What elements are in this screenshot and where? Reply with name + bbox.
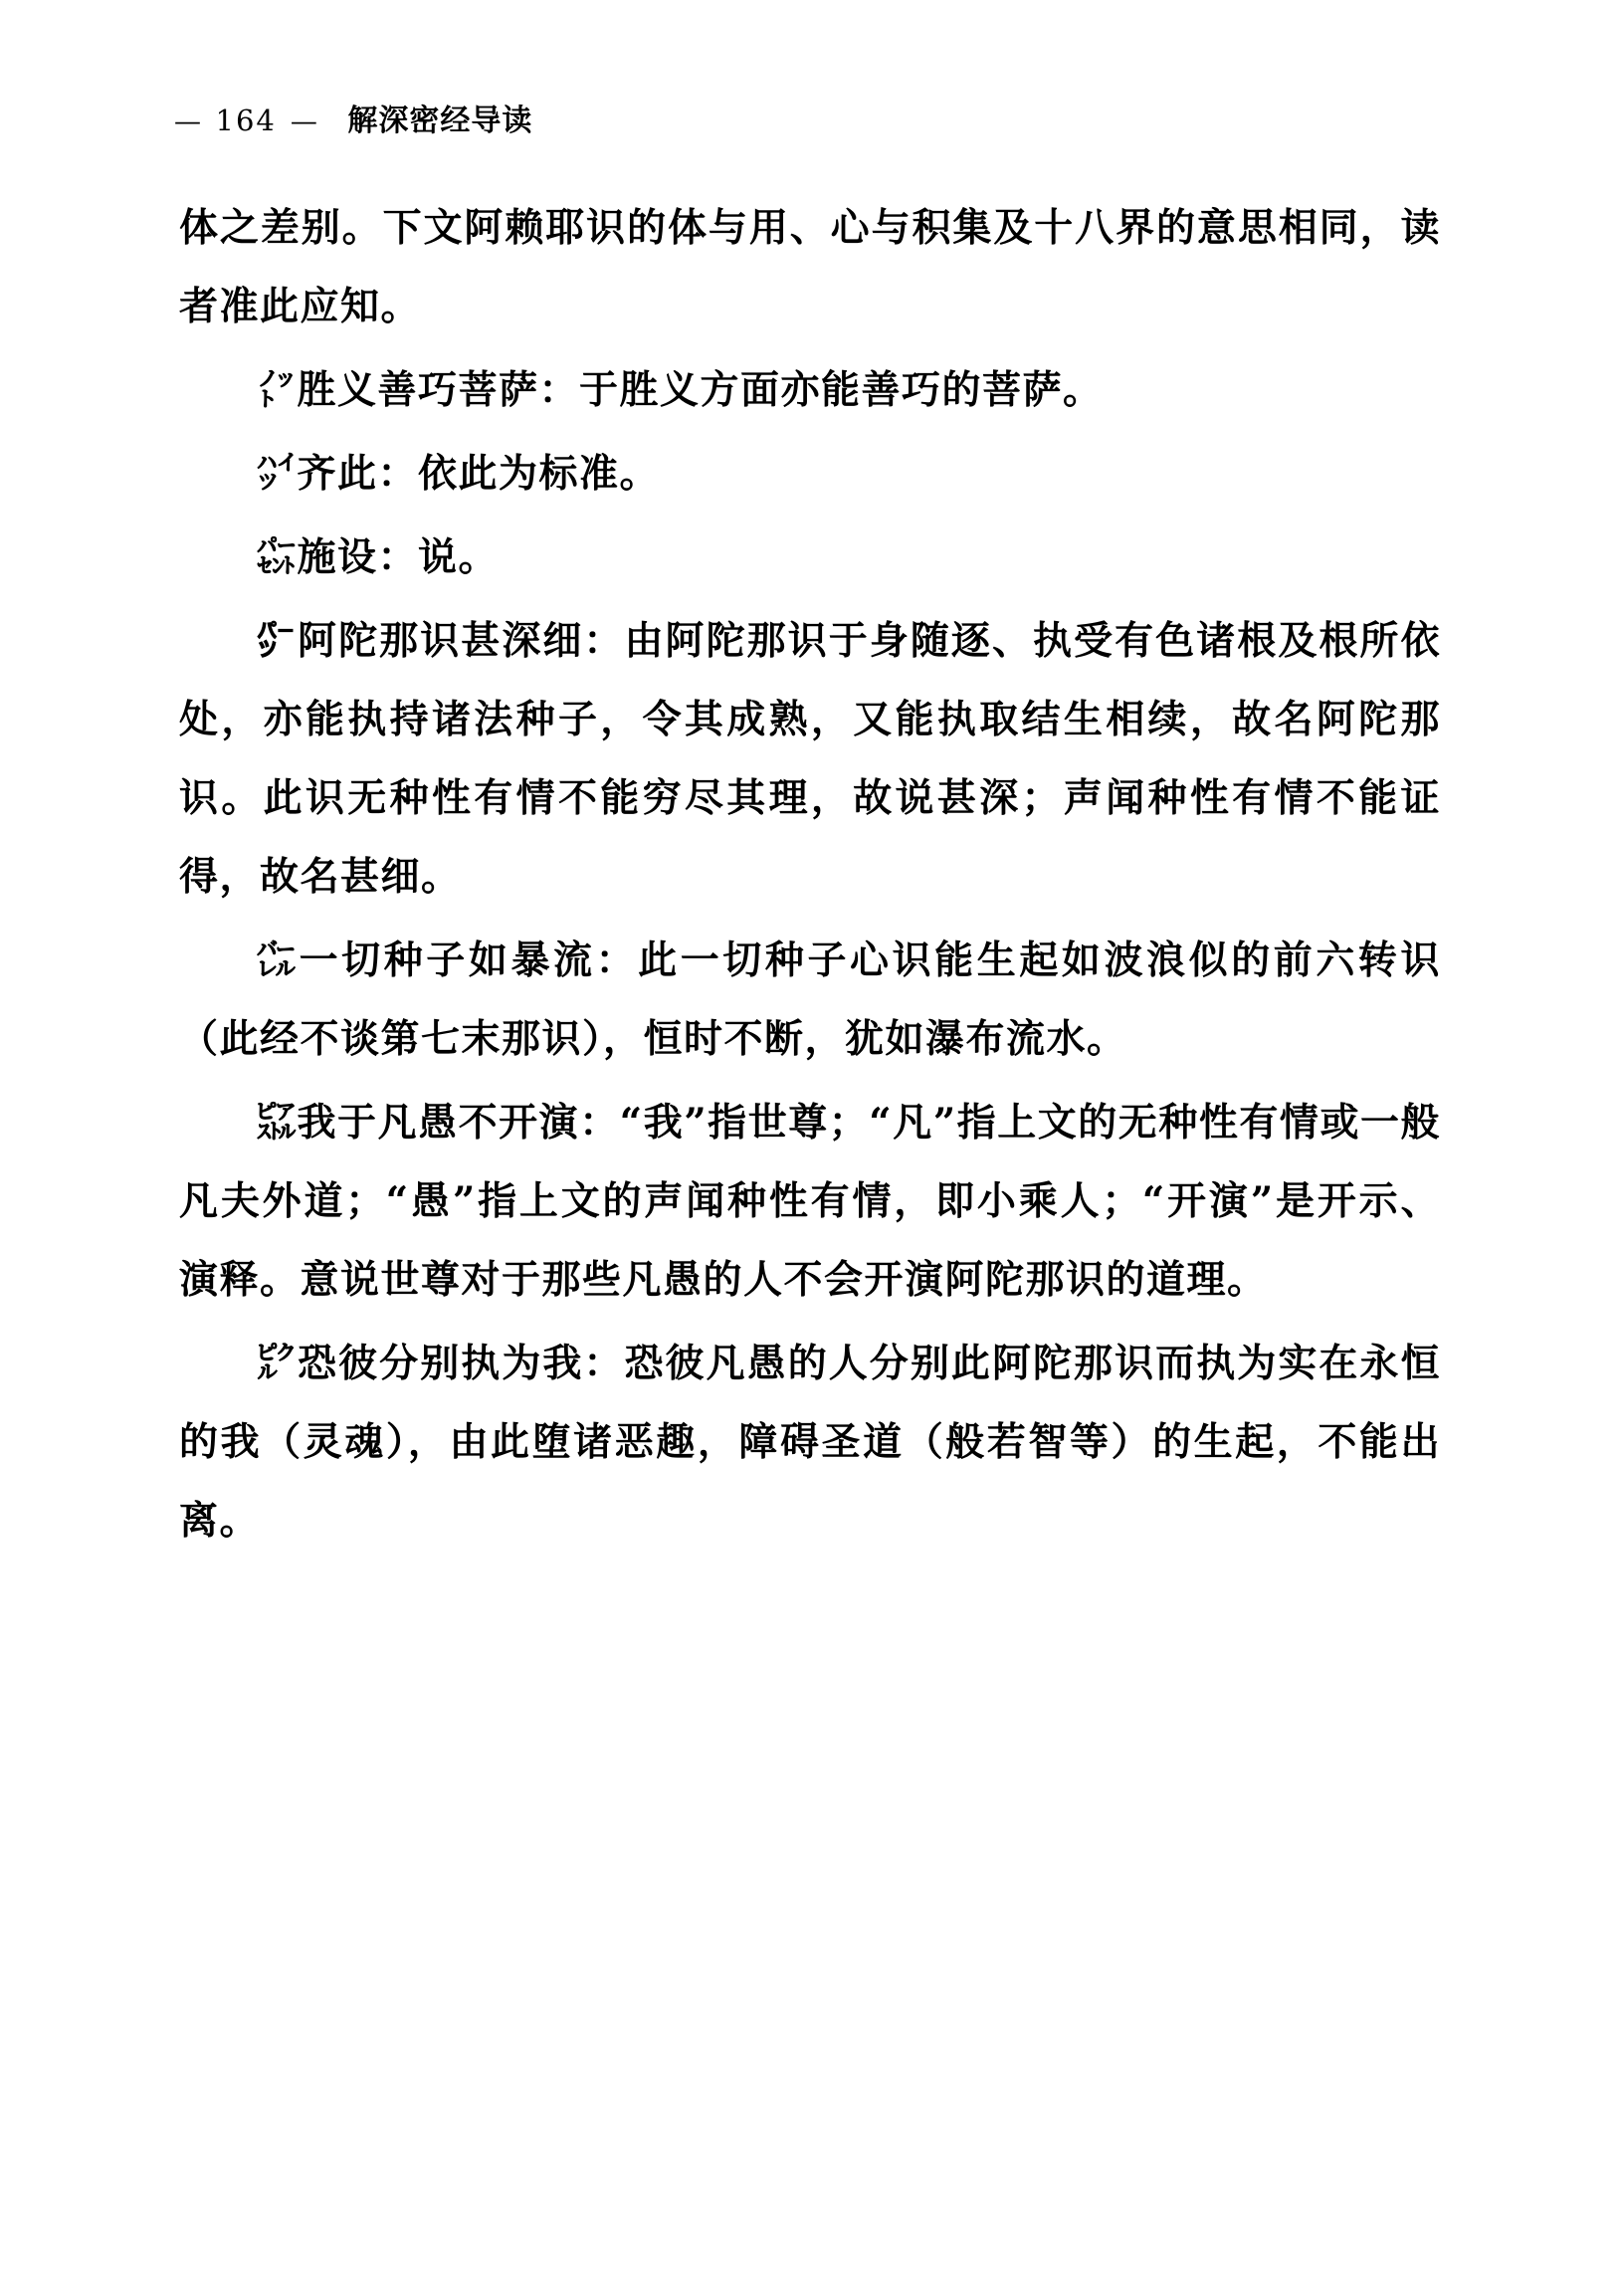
- paragraph-note-33: ㌭一切种子如暴流：此一切种子心识能生起如波浪似的前六转识（此经不谈第七末那识），恒时不断，犹如瀑布流水。: [179, 938, 1441, 1062]
- paragraph-note-30: ㌪齐此：依此为标准。: [257, 451, 661, 497]
- paragraph-note-29: ㌩胜义善巧菩萨：于胜义方面亦能善巧的菩萨。: [257, 367, 1104, 413]
- book-title: 解深密经导读: [347, 104, 533, 138]
- page-number: 164: [215, 104, 277, 137]
- page-header: [174, 96, 532, 139]
- paragraph-note-32: ㌬阿陀那识甚深细：由阿陀那识于身随逐、执受有色诸根及根所依处，亦能执持诸法种子，令其成熟，又能执取结生相续，故名阿陀那识。此识无种性有情不能穷尽其理，故说甚深；声闻种性有情不能证得，故名甚细。: [179, 618, 1441, 900]
- paragraph-note-34: ㌮我于凡愚不开演：“我”指世尊；“凡”指上文的无种性有情或一般凡夫外道；“愚”指上文的声闻种性有情，即小乘人；“开演”是开示、演释。意说世尊对于那些凡愚的人不会开演阿陀那识的道理。: [179, 1100, 1441, 1303]
- paragraph-note-31: ㌫施设：说。: [257, 534, 500, 580]
- paragraph-note-35: ㌯恐彼分别执为我：恐彼凡愚的人分别此阿陀那识而执为实在永恒的我（灵魂），由此堕诸恶趣，障碍圣道（般若智等）的生起，不能出离。: [179, 1341, 1441, 1544]
- header-dash-right: —: [290, 106, 318, 137]
- page-body: [179, 189, 1441, 1565]
- header-dash-left: —: [174, 106, 202, 137]
- paragraph-continuation: 体之差别。下文阿赖耶识的体与用、心与积集及十八界的意思相同，读者准此应知。: [179, 205, 1441, 329]
